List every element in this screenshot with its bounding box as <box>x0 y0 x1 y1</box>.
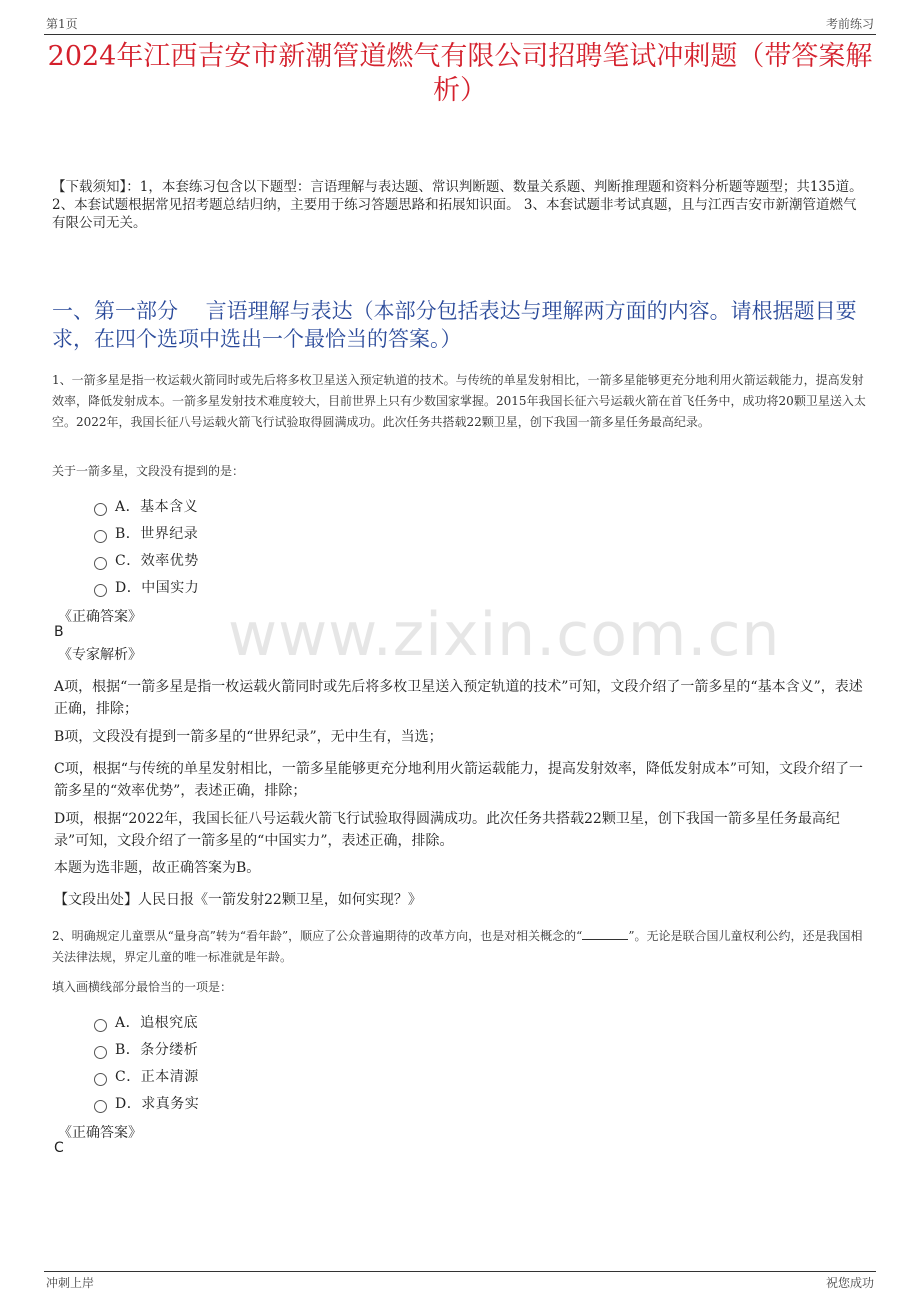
radio-icon[interactable] <box>94 1019 107 1032</box>
q2-passage-part-1: 2、明确规定儿童票从“量身高”转为“看年龄”，顺应了公众普遍期待的改革方向，也是对相关概念的“ <box>52 929 583 943</box>
radio-icon[interactable] <box>94 557 107 570</box>
page-header <box>44 12 876 35</box>
q1-analysis-label: 《专家解析》 <box>58 647 142 663</box>
q1-analysis-b: B项，文段没有提到一箭多星的“世界纪录”，无中生有，当选； <box>54 729 443 745</box>
page-number: 第1页 <box>46 17 78 31</box>
q2-passage <box>52 926 868 968</box>
q2-option-a[interactable] <box>94 1012 198 1032</box>
q1-passage: 1、一箭多星是指一枚运载火箭同时或先后将多枚卫星送入预定轨道的技术。与传统的单星发射相比，一箭多星能够更充分地利用火箭运载能力，提高发射效率，降低发射成本。一箭多星发射技术难度较大，目前世界上只有少数国家掌握。2015年我国长征六号运载火箭在首飞任务中，成功将20颗卫星送入太空。2022年，我国长征八号运载火箭飞行试验取得圆满成功。此次任务共搭载22颗卫星，创下我国一箭多星任务最高纪录。 <box>52 373 866 429</box>
q1-analysis-c: C项，根据“与传统的单星发射相比，一箭多星能够更充分地利用火箭运载能力，提高发射效率，降低发射成本”可知，文段介绍了一箭多星的“效率优势”，表述正确，排除； <box>54 761 864 799</box>
q1-answer: B <box>54 624 64 640</box>
q2-answer-label: 《正确答案》 <box>58 1125 142 1141</box>
footer-right: 祝您成功 <box>825 1276 874 1290</box>
option-label: D．中国实力 <box>115 580 200 596</box>
document-title: 2024年江西吉安市新潮管道燃气有限公司招聘笔试冲刺题（带答案解析） <box>47 41 873 106</box>
q1-analysis-a: A项，根据“一箭多星是指一枚运载火箭同时或先后将多枚卫星送入预定轨道的技术”可知，文段介绍了一箭多星的“基本含义”，表述正确，排除； <box>54 679 863 717</box>
q1-analysis-d: D项，根据“2022年，我国长征八号运载火箭飞行试验取得圆满成功。此次任务共搭载22颗卫星，创下我国一箭多星任务最高纪录”可知，文段介绍了一箭多星的“中国实力”，表述正确，排除。 <box>54 811 840 849</box>
q2-passage-part-2: ”。无论是联合国儿童权利公约，还是我国相关法律法规，界定儿童的唯一标准就是年龄。 <box>52 929 863 964</box>
q1-answer-label: 《正确答案》 <box>58 609 142 625</box>
option-label: B．条分缕析 <box>115 1042 199 1058</box>
option-label: D．求真务实 <box>115 1096 200 1112</box>
page-footer <box>44 1271 876 1292</box>
radio-icon[interactable] <box>94 1073 107 1086</box>
option-label: B．世界纪录 <box>115 526 199 542</box>
q2-option-b[interactable] <box>94 1039 198 1059</box>
q2-option-c[interactable] <box>94 1066 199 1086</box>
q1-source: 【文段出处】人民日报《一箭发射22颗卫星，如何实现？》 <box>54 892 422 908</box>
q1-option-c[interactable] <box>94 550 199 570</box>
option-label: A．基本含义 <box>115 499 199 515</box>
q1-option-b[interactable] <box>94 523 198 543</box>
q1-conclusion: 本题为选非题，故正确答案为B。 <box>54 860 261 876</box>
radio-icon[interactable] <box>94 530 107 543</box>
q1-option-d[interactable] <box>94 577 199 597</box>
radio-icon[interactable] <box>94 1046 107 1059</box>
option-label: C．效率优势 <box>115 553 199 569</box>
q2-option-d[interactable] <box>94 1093 199 1113</box>
q1-option-a[interactable] <box>94 496 198 516</box>
header-tag: 考前练习 <box>825 17 874 31</box>
watermark: www.zixin.com.cn <box>228 600 781 670</box>
option-label: A．追根究底 <box>115 1015 199 1031</box>
option-label: C．正本清源 <box>115 1069 199 1085</box>
q2-question: 填入画横线部分最恰当的一项是： <box>52 980 233 994</box>
section-heading: 一、第一部分 言语理解与表达（本部分包括表达与理解两方面的内容。请根据题目要求，在四个选项中选出一个最恰当的答案。） <box>52 299 857 351</box>
fill-blank <box>582 929 628 940</box>
footer-left: 冲刺上岸 <box>46 1276 95 1290</box>
q2-answer: C <box>54 1140 64 1156</box>
download-notice: 【下载须知】：1，本套练习包含以下题型：言语理解与表达题、常识判断题、数量关系题、判断推理题和资料分析题等题型；共135道。 2、本套试题根据常见招考题总结归纳，主要用于练习答题思路和拓展知识面。 3、本套试题非考试真题，且与江西吉安市新潮管道燃气有限公司无关。 <box>52 179 863 231</box>
radio-icon[interactable] <box>94 1100 107 1113</box>
radio-icon[interactable] <box>94 584 107 597</box>
radio-icon[interactable] <box>94 503 107 516</box>
q1-question: 关于一箭多星，文段没有提到的是： <box>52 464 245 478</box>
